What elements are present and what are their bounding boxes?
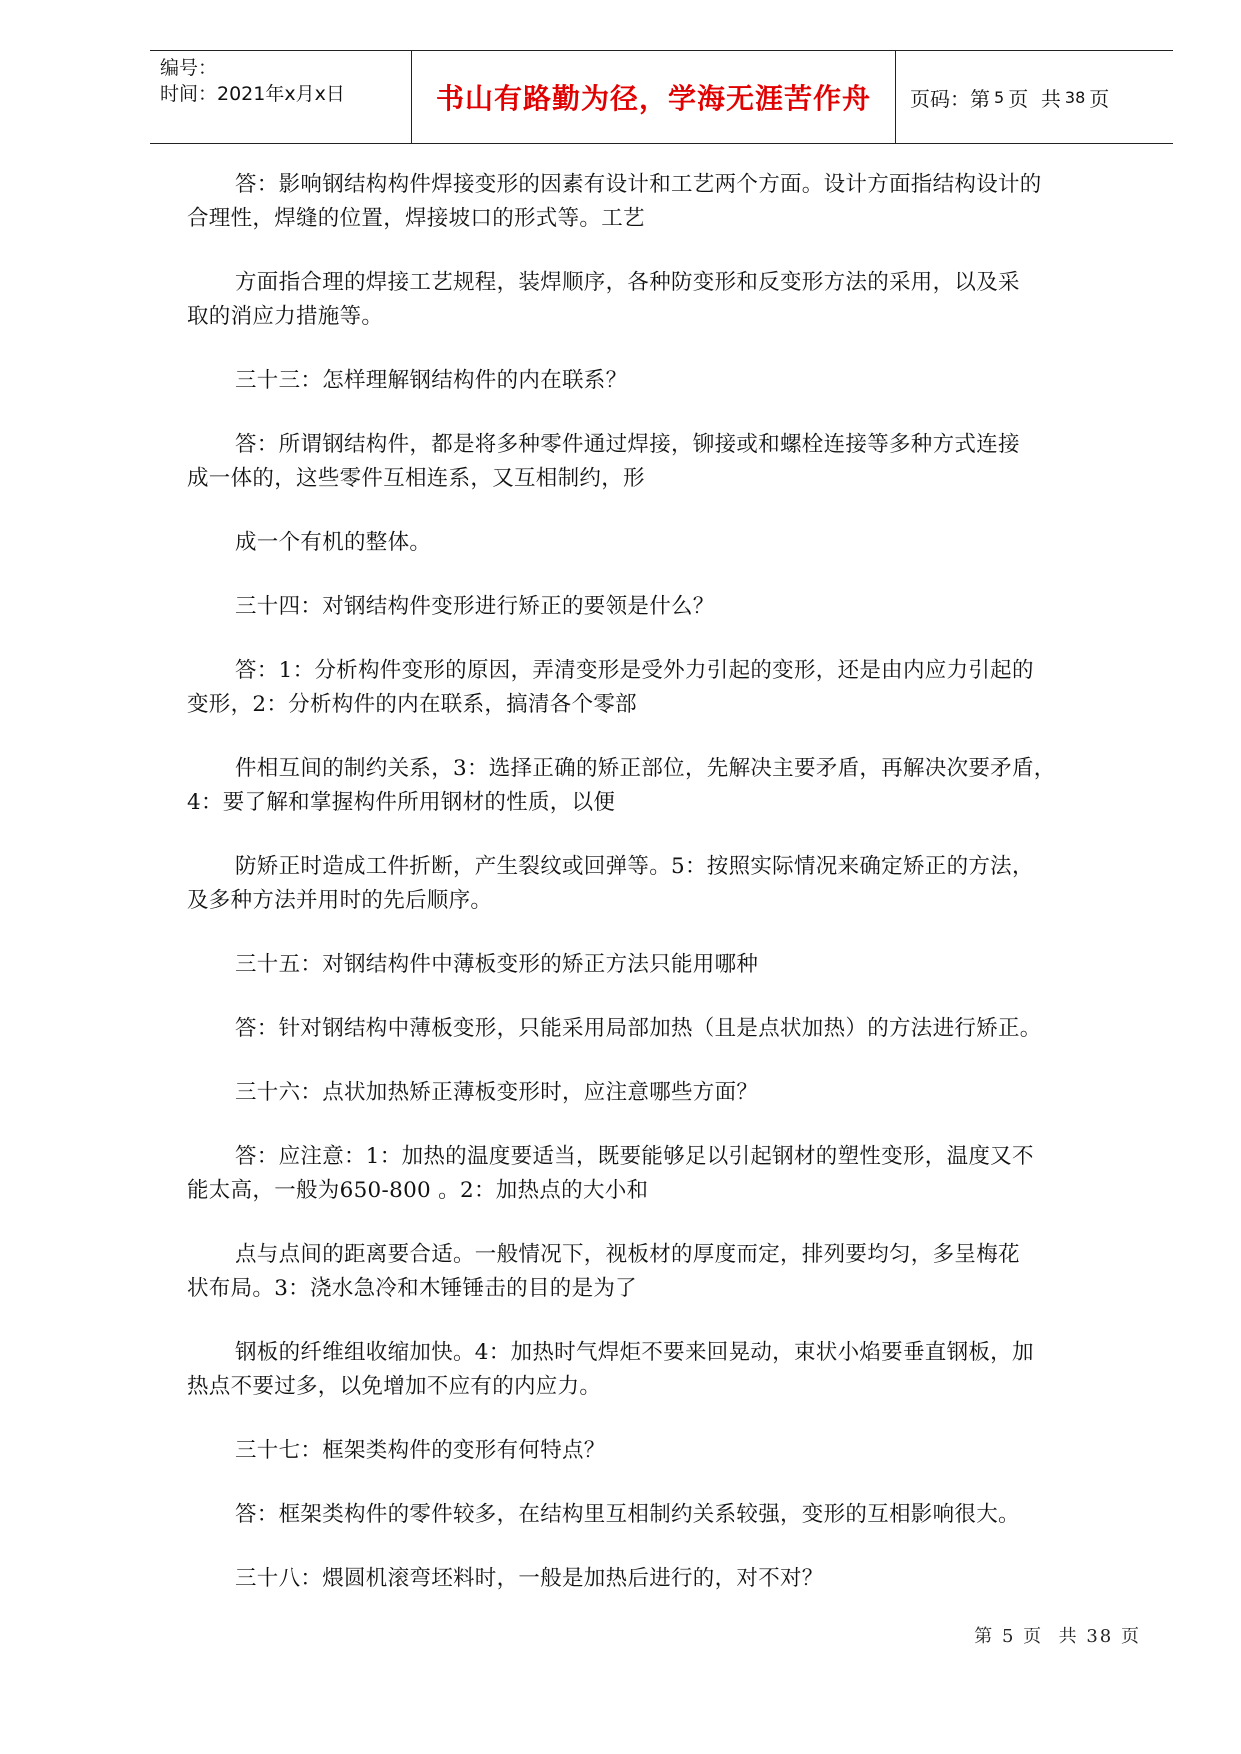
paragraph-line: 三十五：对钢结构件中薄板变形的矫正方法只能用哪种	[235, 952, 759, 977]
paragraph	[187, 1498, 1137, 1532]
paragraph	[187, 850, 1137, 918]
page-label-suffix: 页	[1089, 86, 1110, 111]
paragraph	[187, 1238, 1137, 1306]
paragraph	[187, 1076, 1137, 1110]
paragraph-line: 答：影响钢结构构件焊接变形的因素有设计和工艺两个方面。设计方面指结构设计的	[235, 172, 1042, 197]
paragraph-line: 答：1：分析构件变形的原因，弄清变形是受外力引起的变形，还是由内应力引起的	[235, 658, 1034, 683]
header-motto-cell	[412, 51, 896, 143]
paragraph-line: 答：针对钢结构中薄板变形，只能采用局部加热（且是点状加热）的方法进行矫正。	[235, 1016, 1042, 1041]
paragraph-line: 答：框架类构件的零件较多，在结构里互相制约关系较强，变形的互相影响很大。	[235, 1502, 1020, 1527]
paragraph	[187, 654, 1137, 722]
header-meta	[150, 51, 412, 143]
paragraph-line: 取的消应力措施等。	[187, 304, 384, 329]
paragraph	[187, 1562, 1137, 1596]
paragraph-line: 三十六：点状加热矫正薄板变形时，应注意哪些方面？	[235, 1080, 759, 1105]
paragraph	[187, 948, 1137, 982]
paragraph	[187, 1140, 1137, 1208]
paragraph	[187, 1336, 1137, 1404]
paragraph-line: 三十七：框架类构件的变形有何特点？	[235, 1438, 606, 1463]
header-page-number	[896, 51, 1173, 143]
paragraph-line: 合理性，焊缝的位置，焊接坡口的形式等。工艺	[187, 206, 645, 231]
page-label-prefix: 页码：第	[910, 86, 990, 111]
paragraph-line: 三十八：煨圆机滚弯坯料时，一般是加热后进行的，对不对？	[235, 1566, 824, 1591]
paragraph-line: 及多种方法并用时的先后顺序。	[187, 888, 493, 913]
paragraph-line: 三十三：怎样理解钢结构件的内在联系？	[235, 368, 628, 393]
paragraph	[187, 1434, 1137, 1468]
paragraph	[187, 364, 1137, 398]
footer-prefix: 第	[974, 1626, 995, 1647]
paragraph-line: 点与点间的距离要合适。一般情况下，视板材的厚度而定，排列要均匀，多呈梅花	[235, 1242, 1020, 1267]
paragraph-line: 件相互间的制约关系，3：选择正确的矫正部位，先解决主要矛盾，再解决次要矛盾，	[235, 756, 1056, 781]
page-label-mid: 页 共	[1008, 86, 1061, 111]
paragraph-line: 答：应注意：1：加热的温度要适当，既要能够足以引起钢材的塑性变形，温度又不	[235, 1144, 1034, 1169]
page-header	[150, 50, 1173, 144]
paragraph-line: 能太高，一般为650-800 。2：加热点的大小和	[187, 1178, 649, 1203]
page-total: 38	[1064, 87, 1086, 107]
paragraph	[187, 428, 1137, 496]
document-number-label: 编号：	[160, 57, 218, 79]
header-motto: 书山有路勤为径，学海无涯苦作舟	[435, 82, 871, 115]
footer-current: 5	[1001, 1626, 1016, 1647]
paragraph-line: 热点不要过多，以免增加不应有的内应力。	[187, 1374, 602, 1399]
paragraph-line: 变形，2：分析构件的内在联系，搞清各个零部	[187, 692, 637, 717]
paragraph-line: 钢板的纤维组收缩加快。4：加热时气焊炬不要来回晃动，束状小焰要垂直钢板，加	[235, 1340, 1034, 1365]
page-footer	[974, 1622, 1141, 1648]
document-time-label: 时间：2021年x月x日	[160, 83, 345, 105]
footer-total: 38	[1086, 1626, 1114, 1647]
paragraph	[187, 168, 1137, 236]
paragraph-line: 成一体的，这些零件互相连系，又互相制约，形	[187, 466, 645, 491]
paragraph-line: 防矫正时造成工件折断，产生裂纹或回弹等。5：按照实际情况来确定矫正的方法，	[235, 854, 1034, 879]
paragraph	[187, 752, 1137, 820]
paragraph	[187, 1012, 1137, 1046]
paragraph	[187, 590, 1137, 624]
page-current: 5	[994, 87, 1005, 107]
document-body	[187, 168, 1137, 1626]
paragraph-line: 三十四：对钢结构件变形进行矫正的要领是什么？	[235, 594, 715, 619]
footer-suffix: 页	[1121, 1626, 1141, 1647]
paragraph-line: 状布局。3：浇水急冷和木锤锤击的目的是为了	[187, 1276, 637, 1301]
footer-mid: 页 共	[1023, 1626, 1079, 1647]
paragraph	[187, 266, 1137, 334]
paragraph	[187, 526, 1137, 560]
paragraph-line: 4：要了解和掌握构件所用钢材的性质，以便	[187, 790, 616, 815]
paragraph-line: 答：所谓钢结构件，都是将多种零件通过焊接，铆接或和螺栓连接等多种方式连接	[235, 432, 1020, 457]
paragraph-line: 方面指合理的焊接工艺规程，装焊顺序，各种防变形和反变形方法的采用，以及采	[235, 270, 1020, 295]
paragraph-line: 成一个有机的整体。	[235, 530, 432, 555]
